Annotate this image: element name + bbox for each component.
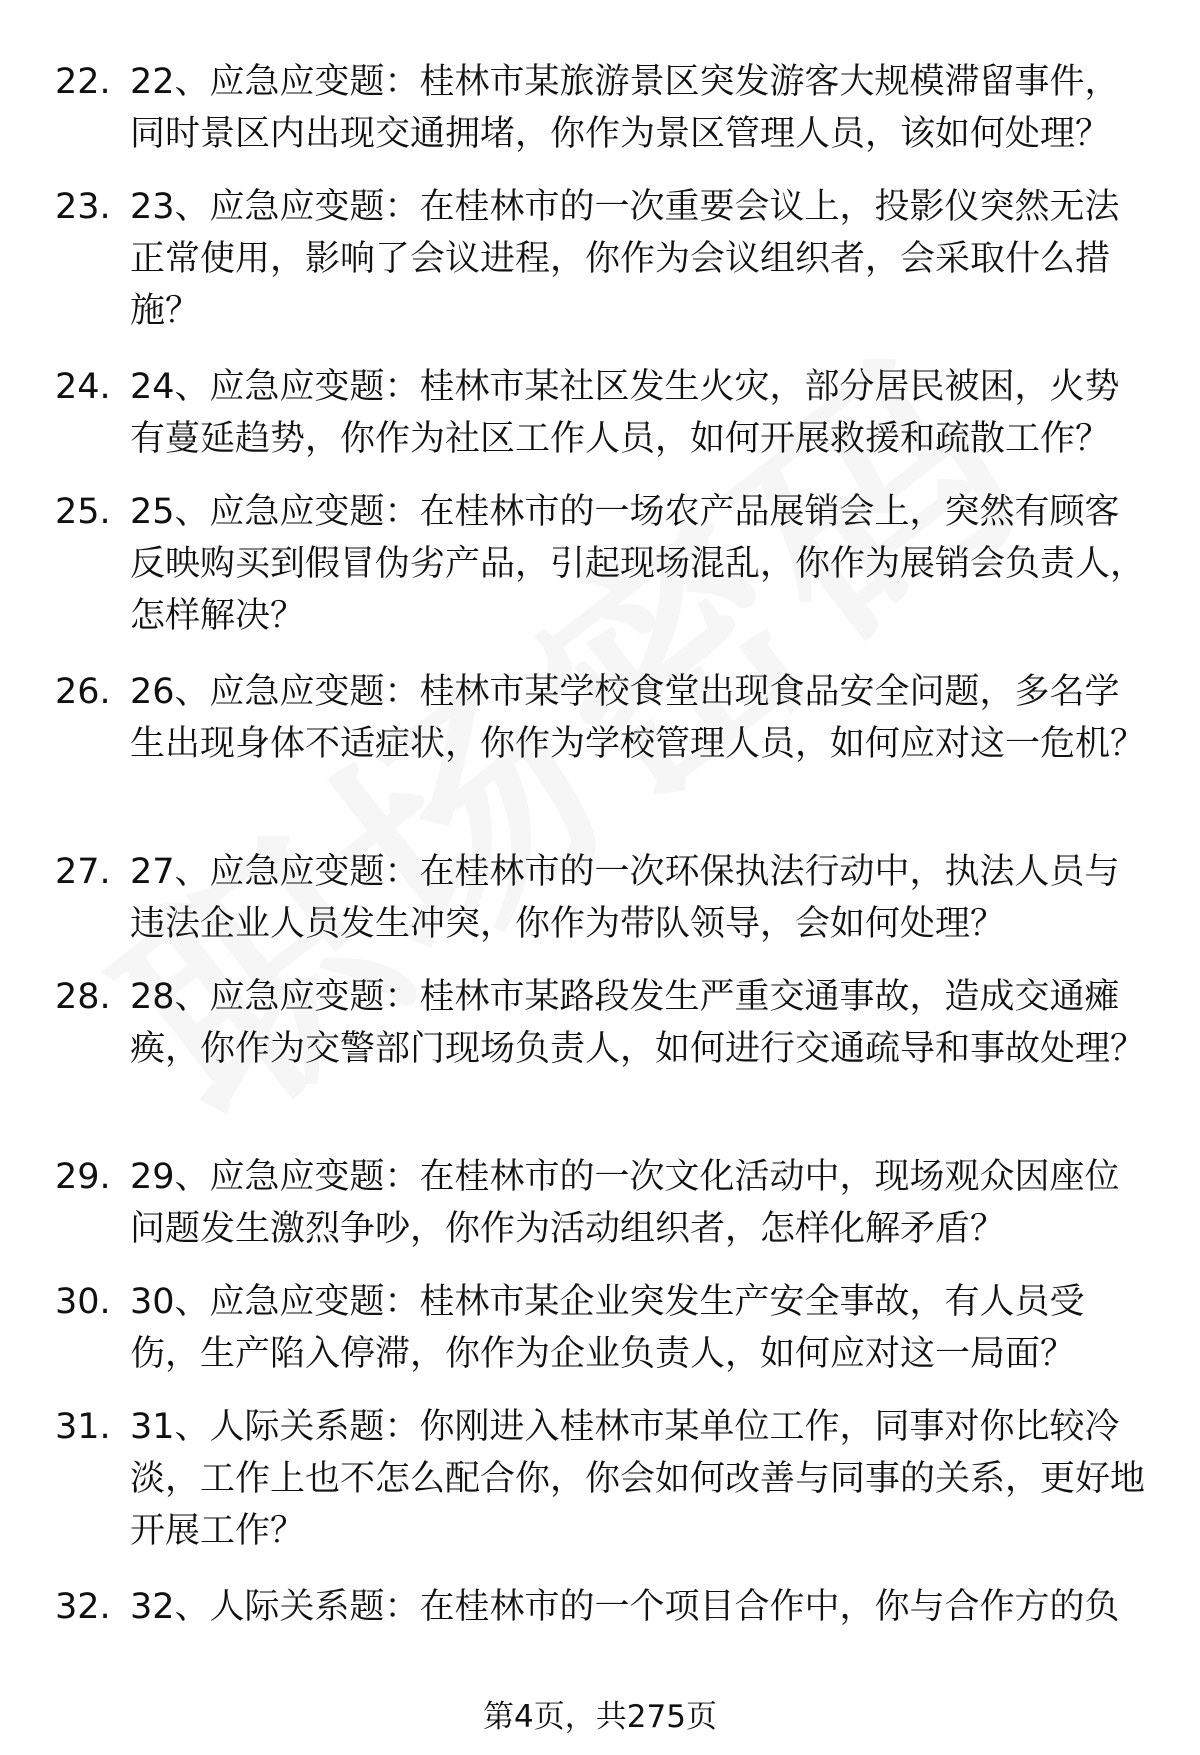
item-number: 22. <box>55 62 111 102</box>
item-number: 23. <box>55 187 111 227</box>
item-text: 26、应急应变题：桂林市某学校食堂出现食品安全问题，多名学生出现身体不适症状，你作为学校管理人员，如何应对这一危机？ <box>130 672 1146 764</box>
item-number: 32. <box>55 1587 111 1627</box>
item-number: 28. <box>55 977 111 1017</box>
item-text: 23、应急应变题：在桂林市的一次重要会议上，投影仪突然无法正常使用，影响了会议进程，你作为会议组织者，会采取什么措施？ <box>130 187 1120 331</box>
item-number: 24. <box>55 367 111 407</box>
page-number: 第4页，共275页 <box>483 1699 717 1735</box>
item-text: 28、应急应变题：桂林市某路段发生严重交通事故，造成交通瘫痪，你作为交警部门现场负责人，如何进行交通疏导和事故处理？ <box>130 977 1146 1069</box>
item-text: 25、应急应变题：在桂林市的一场农产品展销会上，突然有顾客反映购买到假冒伪劣产品，引起现场混乱，你作为展销会负责人，怎样解决？ <box>130 492 1146 636</box>
item-number: 30. <box>55 1282 111 1322</box>
item-text: 31、人际关系题：你刚进入桂林市某单位工作，同事对你比较冷淡，工作上也不怎么配合你，你会如何改善与同事的关系，更好地开展工作？ <box>130 1407 1146 1551</box>
item-text: 27、应急应变题：在桂林市的一次环保执法行动中，执法人员与违法企业人员发生冲突，你作为带队领导，会如何处理？ <box>130 852 1120 944</box>
item-number: 25. <box>55 492 111 532</box>
item-text: 30、应急应变题：桂林市某企业突发生产安全事故，有人员受伤，生产陷入停滞，你作为企业负责人，如何应对这一局面？ <box>130 1282 1085 1374</box>
item-text: 29、应急应变题：在桂林市的一次文化活动中，现场观众因座位问题发生激烈争吵，你作为活动组织者，怎样化解矛盾？ <box>130 1157 1120 1249</box>
item-number: 29. <box>55 1157 111 1197</box>
item-number: 26. <box>55 672 111 712</box>
item-text: 24、应急应变题：桂林市某社区发生火灾，部分居民被困，火势有蔓延趋势，你作为社区工作人员，如何开展救援和疏散工作？ <box>130 367 1120 459</box>
item-number: 27. <box>55 852 111 892</box>
item-number: 31. <box>55 1407 111 1447</box>
item-text: 22、应急应变题：桂林市某旅游景区突发游客大规模滞留事件，同时景区内出现交通拥堵，你作为景区管理人员，该如何处理？ <box>130 62 1120 154</box>
item-text: 32、人际关系题：在桂林市的一个项目合作中，你与合作方的负 <box>130 1587 1120 1627</box>
